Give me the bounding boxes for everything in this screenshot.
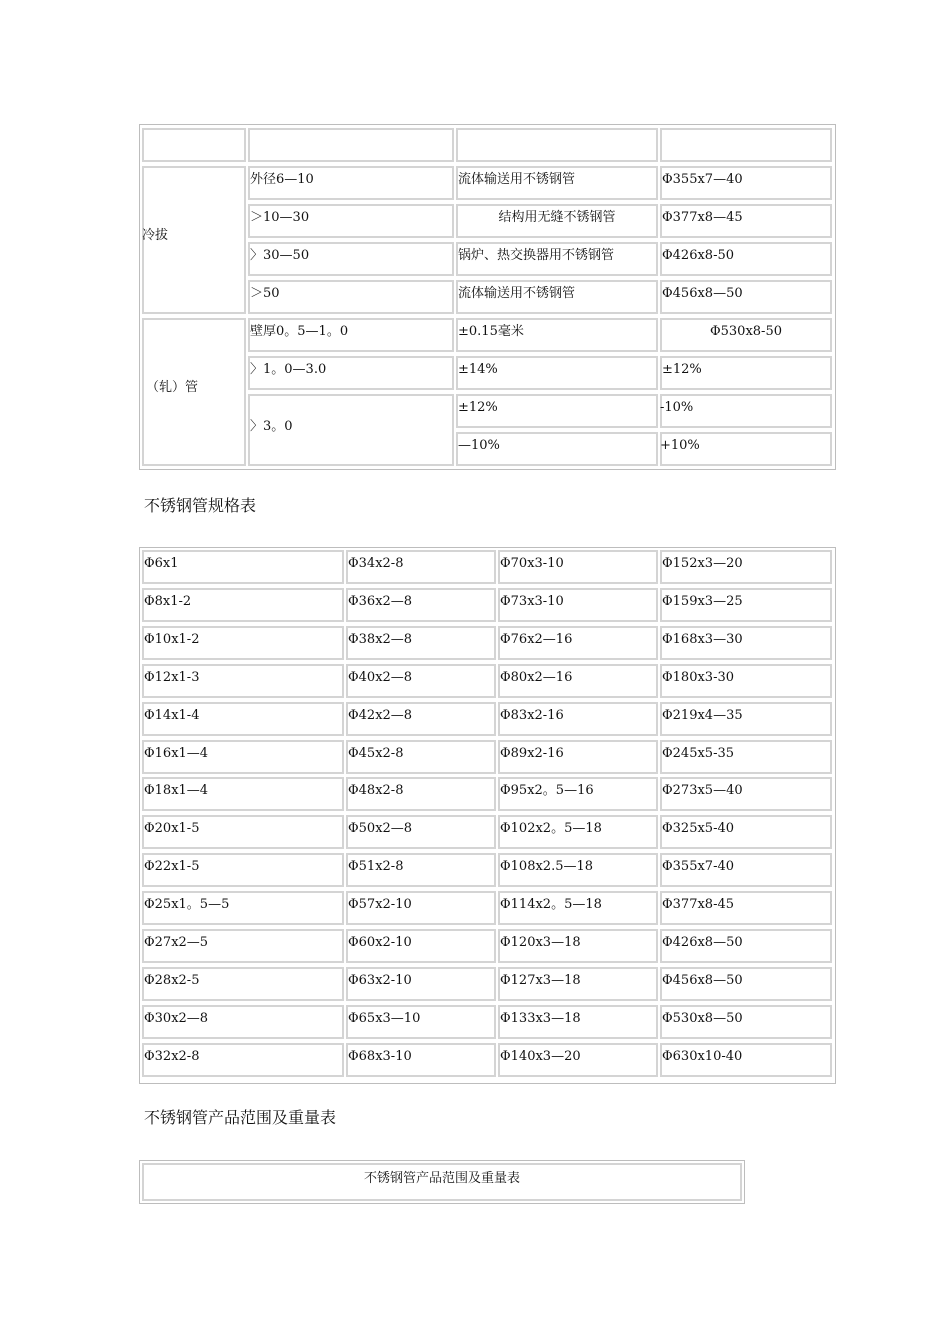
cell-text: Φ426x8-50 — [662, 248, 735, 263]
table-header-cell — [248, 128, 454, 162]
size-text: Φ127x3—18 — [500, 973, 581, 988]
size-text: Φ38x2—8 — [348, 632, 413, 647]
size-text: Φ70x3-10 — [500, 556, 564, 571]
cell-text: 锅炉、热交换器用不锈钢管 — [458, 248, 615, 263]
cell-text: ＞10—30 — [250, 210, 310, 225]
table-group-label: 冷拔 — [142, 228, 169, 243]
size-text: Φ8x1-2 — [144, 594, 192, 609]
size-text: Φ16x1—4 — [144, 746, 209, 761]
size-text: Φ76x2—16 — [500, 632, 573, 647]
size-text: Φ25x1。5—5 — [144, 897, 230, 912]
table-header-cell — [456, 128, 658, 162]
cell-text: 壁厚0。5—1。0 — [250, 324, 349, 339]
size-text: Φ120x3—18 — [500, 935, 581, 950]
size-text: Φ14x1-4 — [144, 708, 200, 723]
cell-text: ±0.15毫米 — [458, 324, 524, 339]
size-text: Φ36x2—8 — [348, 594, 413, 609]
cell-text: Φ355x7—40 — [662, 172, 743, 187]
size-text: Φ180x3-30 — [662, 670, 735, 685]
size-text: Φ426x8—50 — [662, 935, 743, 950]
size-text: Φ45x2-8 — [348, 746, 404, 761]
cell-text: 外径6—10 — [250, 172, 314, 187]
section-heading: 不锈钢管规格表 — [144, 496, 257, 515]
size-text: Φ34x2-8 — [348, 556, 404, 571]
size-text: Φ10x1-2 — [144, 632, 200, 647]
cell-text: 流体输送用不锈钢管 — [458, 286, 576, 301]
size-text: Φ456x8—50 — [662, 973, 743, 988]
size-text: Φ42x2—8 — [348, 708, 413, 723]
size-text: Φ114x2。5—18 — [500, 897, 602, 912]
size-text: Φ530x8—50 — [662, 1011, 743, 1026]
size-text: Φ168x3—30 — [662, 632, 743, 647]
size-text: Φ20x1-5 — [144, 821, 200, 836]
size-text: Φ73x3-10 — [500, 594, 564, 609]
size-text: Φ63x2-10 — [348, 973, 412, 988]
size-text: Φ219x4—35 — [662, 708, 743, 723]
cell-text: 结构用无缝不锈钢管 — [498, 210, 616, 225]
cell-text: Φ530x8-50 — [709, 324, 782, 339]
range-table-title: 不锈钢管产品范围及重量表 — [363, 1171, 520, 1186]
size-text: Φ68x3-10 — [348, 1049, 412, 1064]
cell-text: +10% — [660, 438, 700, 453]
size-text: Φ30x2—8 — [144, 1011, 209, 1026]
size-text: Φ65x3—10 — [348, 1011, 421, 1026]
size-text: Φ32x2-8 — [144, 1049, 200, 1064]
size-text: Φ27x2—5 — [144, 935, 209, 950]
cell-text: 〉1。0—3.0 — [250, 362, 327, 377]
cell-text: Φ377x8—45 — [662, 210, 743, 225]
size-text: Φ40x2—8 — [348, 670, 413, 685]
size-text: Φ273x5—40 — [662, 783, 743, 798]
size-text: Φ57x2-10 — [348, 897, 412, 912]
size-text: Φ51x2-8 — [348, 859, 404, 874]
cell-text: —10% — [458, 438, 500, 453]
cell-text: ＞50 — [250, 286, 280, 301]
cell-text: 〉3。0 — [250, 419, 293, 434]
table-header-cell — [660, 128, 832, 162]
size-text: Φ377x8-45 — [662, 897, 735, 912]
size-text: Φ630x10-40 — [662, 1049, 743, 1064]
size-text: Φ48x2-8 — [348, 783, 404, 798]
size-text: Φ133x3—18 — [500, 1011, 581, 1026]
size-text: Φ12x1-3 — [144, 670, 200, 685]
size-text: Φ22x1-5 — [144, 859, 200, 874]
cell-text: ±12% — [662, 362, 702, 377]
size-text: Φ140x3—20 — [500, 1049, 581, 1064]
size-text: Φ102x2。5—18 — [500, 821, 602, 836]
cell-text: Φ456x8—50 — [662, 286, 743, 301]
size-text: Φ325x5-40 — [662, 821, 735, 836]
size-text: Φ80x2—16 — [500, 670, 573, 685]
cell-text: ±12% — [458, 400, 498, 415]
section-heading: 不锈钢管产品范围及重量表 — [144, 1108, 337, 1127]
size-text: Φ6x1 — [144, 556, 179, 571]
cell-text: -10% — [660, 400, 694, 415]
size-text: Φ89x2-16 — [500, 746, 564, 761]
size-text: Φ108x2.5—18 — [500, 859, 594, 874]
table-header-cell — [142, 128, 246, 162]
size-text: Φ18x1—4 — [144, 783, 209, 798]
size-text: Φ28x2-5 — [144, 973, 200, 988]
cell-text: ±14% — [458, 362, 498, 377]
size-text: Φ83x2-16 — [500, 708, 564, 723]
size-text: Φ159x3—25 — [662, 594, 743, 609]
size-text: Φ152x3—20 — [662, 556, 743, 571]
cell-text: 流体输送用不锈钢管 — [458, 172, 576, 187]
size-text: Φ355x7-40 — [662, 859, 735, 874]
size-text: Φ95x2。5—16 — [500, 783, 594, 798]
table-group-label: （轧）管 — [146, 380, 199, 395]
cell-text: 〉30—50 — [250, 248, 310, 263]
size-text: Φ60x2-10 — [348, 935, 412, 950]
size-text: Φ50x2—8 — [348, 821, 413, 836]
size-text: Φ245x5-35 — [662, 746, 735, 761]
